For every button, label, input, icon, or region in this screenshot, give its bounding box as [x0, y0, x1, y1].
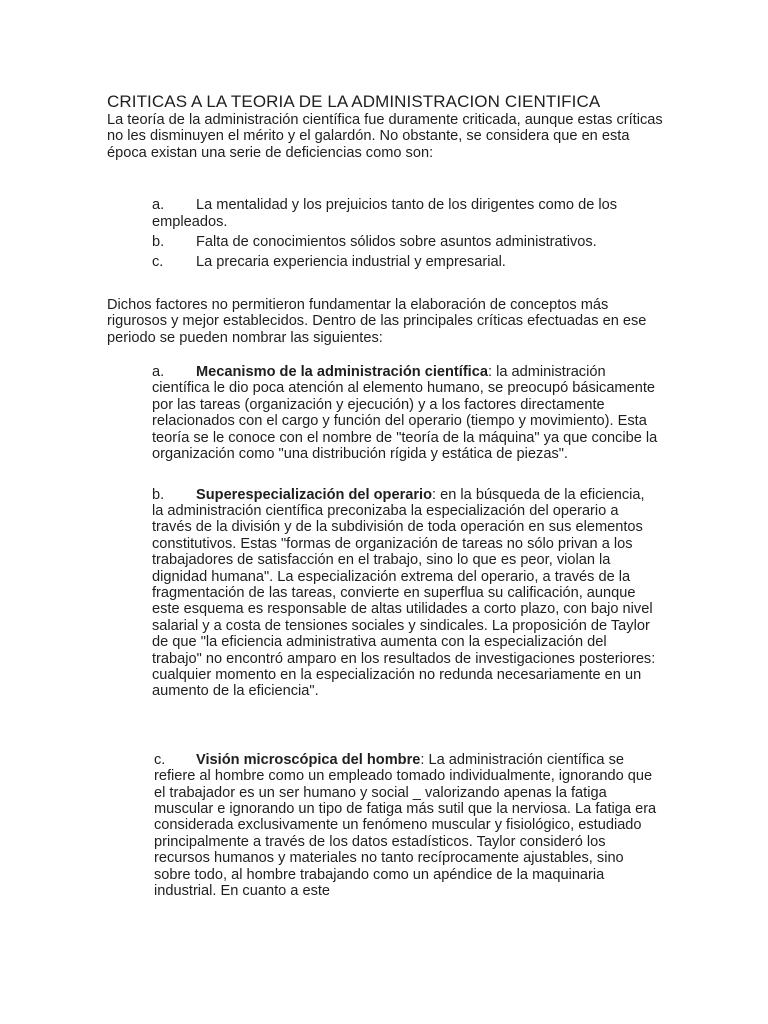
criticism-heading: Mecanismo de la administración científica — [196, 364, 488, 381]
document-title: CRITICAS A LA TEORIA DE LA ADMINISTRACION CIENTIFICA — [107, 92, 601, 111]
criticism-heading: Visión microscópica del hombre — [196, 751, 421, 768]
list-marker: c. — [154, 751, 166, 768]
deficiencies-list — [107, 197, 652, 271]
criticism-heading: Superespecialización del operario — [196, 486, 433, 503]
list-item-text: Falta de conocimientos sólidos sobre asuntos administrativos. — [196, 234, 597, 251]
list-item — [152, 254, 652, 270]
middle-paragraph: Dichos factores no permitieron fundamentar la elaboración de conceptos más rigurosos y mejor establecidos. Dentro de las principales críticas efectuadas en ese periodo se pueden nombrar las siguientes: — [107, 296, 647, 346]
list-marker: b. — [152, 486, 165, 503]
criticism-text: : La administración científica se refiere al hombre como un empleado tomado individualmente, ignorando que el trabajador es un ser humano y social _ valorizando apenas la fatiga muscular e ignorando un tipo de fatiga más sutil que la nerviosa. La fatiga era considerada exclusivamente un fenómeno muscular y fisiológico, estudiado principalmente a través de los datos estadísticos. Taylor consideró los recursos humanos y materiales no tanto recíprocamente ajustables, sino sobre todo, al hombre trabajando como un apéndice de la maquinaria industrial. En cuanto a este — [154, 751, 657, 900]
criticism-item-b — [107, 487, 659, 700]
document-page — [107, 92, 667, 899]
criticism-text: : en la búsqueda de la eficiencia, la administración científica preconizaba la especialización del operario a través de la división y de la subdivisión de toda operación en sus elementos constitutivos. Estas "formas de organización de tareas no sólo privan a los trabajadores de satisfacción en el trabajo, sino lo que es peor, violan la dignidad humana". La especialización extrema del operario, a través de la fragmentación de las tareas, convierte en superflua su calificación, aunque este esquema es responsable de altas utilidades a corto plazo, con bajo nivel salarial y a costa de tensiones sociales y sindicales. La proposición de Taylor de que "la eficiencia administrativa aumenta con la especialización del trabajo" no encontró amparo en los resultados de investigaciones posteriores: cualquier momento en la especialización no redunda necesariamente en un aumento de la eficiencia". — [152, 486, 656, 700]
list-marker: a. — [152, 197, 165, 214]
criticism-item-a — [107, 364, 659, 462]
list-marker: a. — [152, 364, 165, 381]
list-item — [152, 234, 652, 250]
criticism-item-c — [107, 752, 661, 900]
list-marker: b. — [152, 234, 165, 251]
intro-paragraph: La teoría de la administración científica fue duramente criticada, aunque estas críticas no les disminuyen el mérito y el galardón. No obstante, se considera que en esta época existan una serie de deficiencias como son: — [107, 112, 663, 161]
list-item-text: La precaria experiencia industrial y empresarial. — [196, 254, 506, 271]
criticism-text: : la administración científica le dio poca atención al elemento humano, se preocupó básicamente por las tareas (organización y ejecución) y a los factores directamente relacionados con el cargo y función del operario (tiempo y movimiento). Esta teoría se le conoce con el nombre de "teoría de la máquina" ya que concibe la organización como "una distribución rígida y estática de piezas". — [152, 364, 658, 463]
list-item — [152, 197, 652, 230]
list-marker: c. — [152, 254, 164, 271]
list-item-text: La mentalidad y los prejuicios tanto de los dirigentes como de los empleados. — [152, 197, 618, 230]
